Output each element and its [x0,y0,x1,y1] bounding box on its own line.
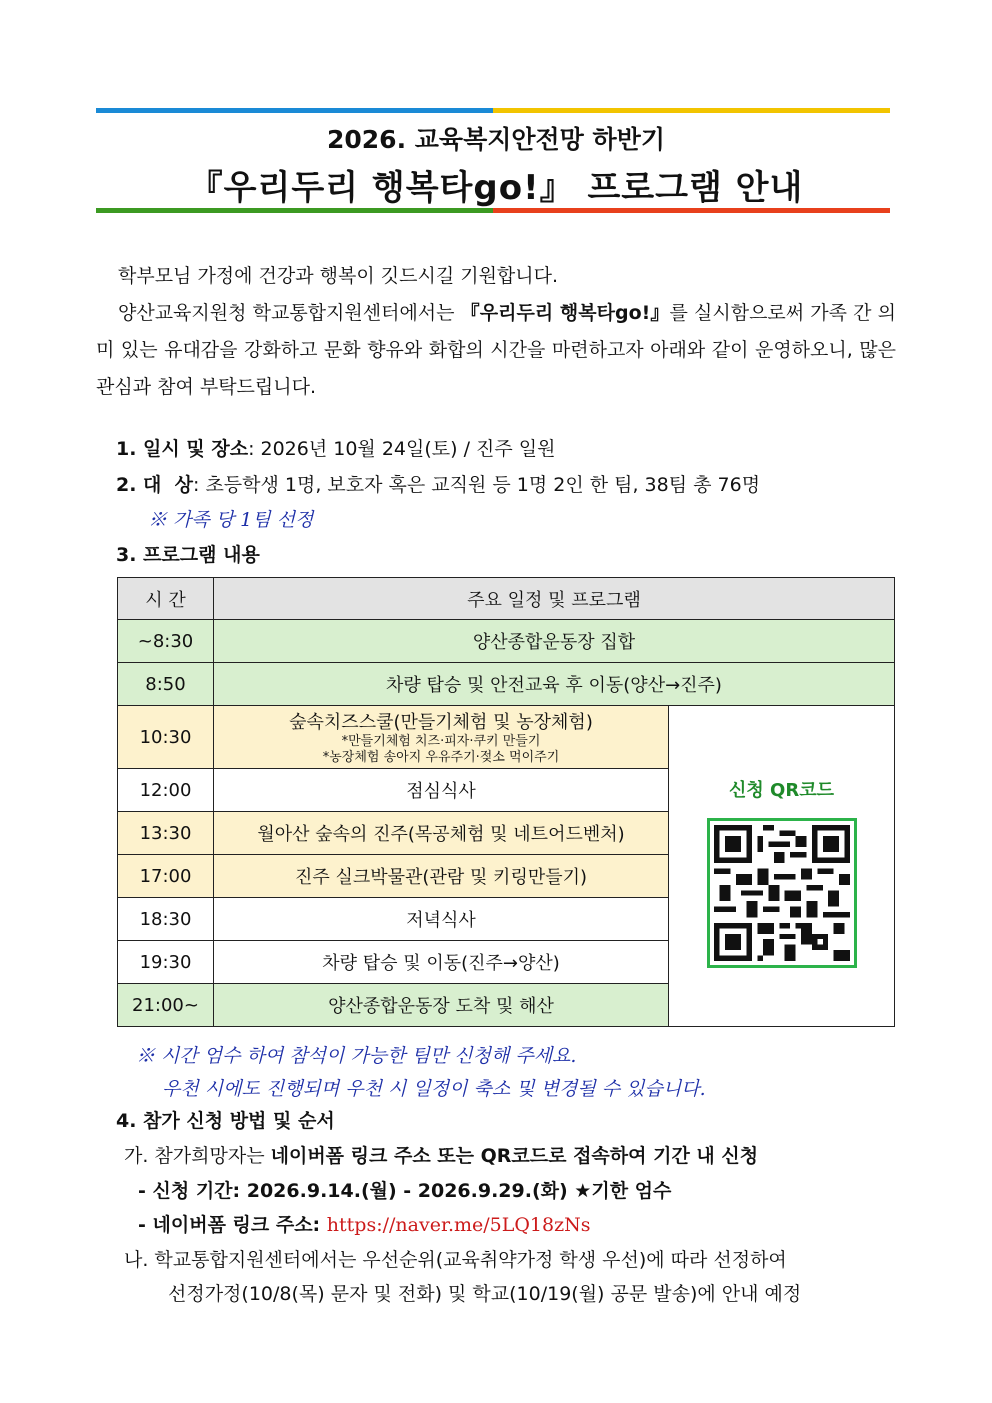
section-3-label: 3. 프로그램 내용 [116,544,260,566]
row-time: 21:00~ [118,984,214,1027]
table-row [118,706,895,769]
qr-code-icon [714,825,850,961]
section-2-value: : 초등학생 1명, 보호자 혹은 교직원 등 1명 2인 한 팀, 38팀 총 76명 [193,474,761,496]
header-program: 주요 일정 및 프로그램 [214,578,895,620]
row-program: 차량 탑승 및 이동(진주→양산) [214,941,669,984]
row-time: 10:30 [118,706,214,769]
link-label: - 네이버폼 링크 주소: [138,1214,327,1236]
schedule-table [117,577,895,1027]
section-2-label: 2. 대 상 [116,474,193,496]
section-4-label: 4. 참가 신청 방법 및 순서 [116,1110,335,1132]
section-2-note: ※ 가족 당 1팀 선정 [148,509,314,531]
header-time: 시 간 [118,578,214,620]
naver-form-link[interactable]: https://naver.me/5LQ18zNs [326,1214,591,1236]
section-4-a [124,1141,758,1168]
row-program-detail: *만들기체험 치즈·피자·쿠키 만들기 [341,734,541,749]
schedule-note-1: ※ 시간 엄수 하여 참석이 가능한 팀만 신청해 주세요. [136,1045,577,1067]
row-time: 8:50 [118,663,214,706]
row-program: 저녁식사 [214,898,669,941]
row-time: 17:00 [118,855,214,898]
title-bottom-bar [96,208,890,213]
row-program: 양산종합운동장 집합 [214,620,895,663]
row-program: 월아산 숲속의 진주(목공체험 및 네트어드벤처) [214,812,669,855]
section-2 [116,470,760,497]
row-program: 차량 탑승 및 안전교육 후 이동(양산→진주) [214,663,895,706]
row-time: 18:30 [118,898,214,941]
section-1-value: : 2026년 10월 24일(토) / 진주 일원 [248,438,556,460]
row-time: 13:30 [118,812,214,855]
row-time: ~8:30 [118,620,214,663]
row-time: 12:00 [118,769,214,812]
row-program-detail: *농장체험 송아지 우유주기·젖소 먹이주기 [322,750,560,765]
section-1-label: 1. 일시 및 장소 [116,438,249,460]
naver-form-link-line [138,1210,591,1237]
row-program: 점심식사 [214,769,669,812]
intro-body [96,295,896,406]
page-subtitle: 2026. 교육복지안전망 하반기 [327,125,665,154]
table-header-row [118,578,895,620]
section-1 [116,434,555,461]
qr-label: 신청 QR코드 [729,780,834,801]
schedule-note-2: 우천 시에도 진행되며 우천 시 일정이 축소 및 변경될 수 있습니다. [162,1078,706,1100]
intro-body-start: 양산교육지원청 학교통합지원센터에서는 [118,302,461,324]
page-title: 『우리두리 행복타go!』 프로그램 안내 [188,168,804,208]
section-4-a-emphasis: 네이버폼 링크 주소 또는 QR코드로 접속하여 기간 내 신청 [270,1145,759,1167]
title-top-bar [96,108,890,113]
section-4-a-prefix: 가. 참가희망자는 [124,1145,271,1167]
qr-code-frame[interactable] [707,818,857,968]
intro-greeting: 학부모님 가정에 건강과 행복이 깃드시길 기원합니다. [118,265,559,287]
application-period: - 신청 기간: 2026.9.14.(월) - 2026.9.29.(화) ★기한 엄수 [138,1180,672,1202]
row-time: 19:30 [118,941,214,984]
row-program [214,706,669,769]
qr-cell [669,706,895,1027]
section-4-b-line2: 선정가정(10/8(목) 문자 및 전화) 및 학교(10/19(월) 공문 발송)에 안내 예정 [168,1283,802,1305]
table-row [118,663,895,706]
row-program: 진주 실크박물관(관람 및 키링만들기) [214,855,669,898]
intro-body-end: 를 실시함으로써 가족 간 의미 있는 유대감을 강화하고 문화 향유와 화합의 시간을 마련하고자 아래와 같이 운영하오니, 많은 관심과 참여 부탁드립니다. [96,302,896,398]
row-program: 양산종합운동장 도착 및 해산 [214,984,669,1027]
table-row [118,620,895,663]
row-program-title: 숲속치즈스쿨(만들기체험 및 농장체험) [289,712,593,733]
intro-program-name: 『우리두리 행복타go!』 [460,302,670,324]
section-4-b-line1: 나. 학교통합지원센터에서는 우선순위(교육취약가정 학생 우선)에 따라 선정하여 [124,1249,787,1271]
